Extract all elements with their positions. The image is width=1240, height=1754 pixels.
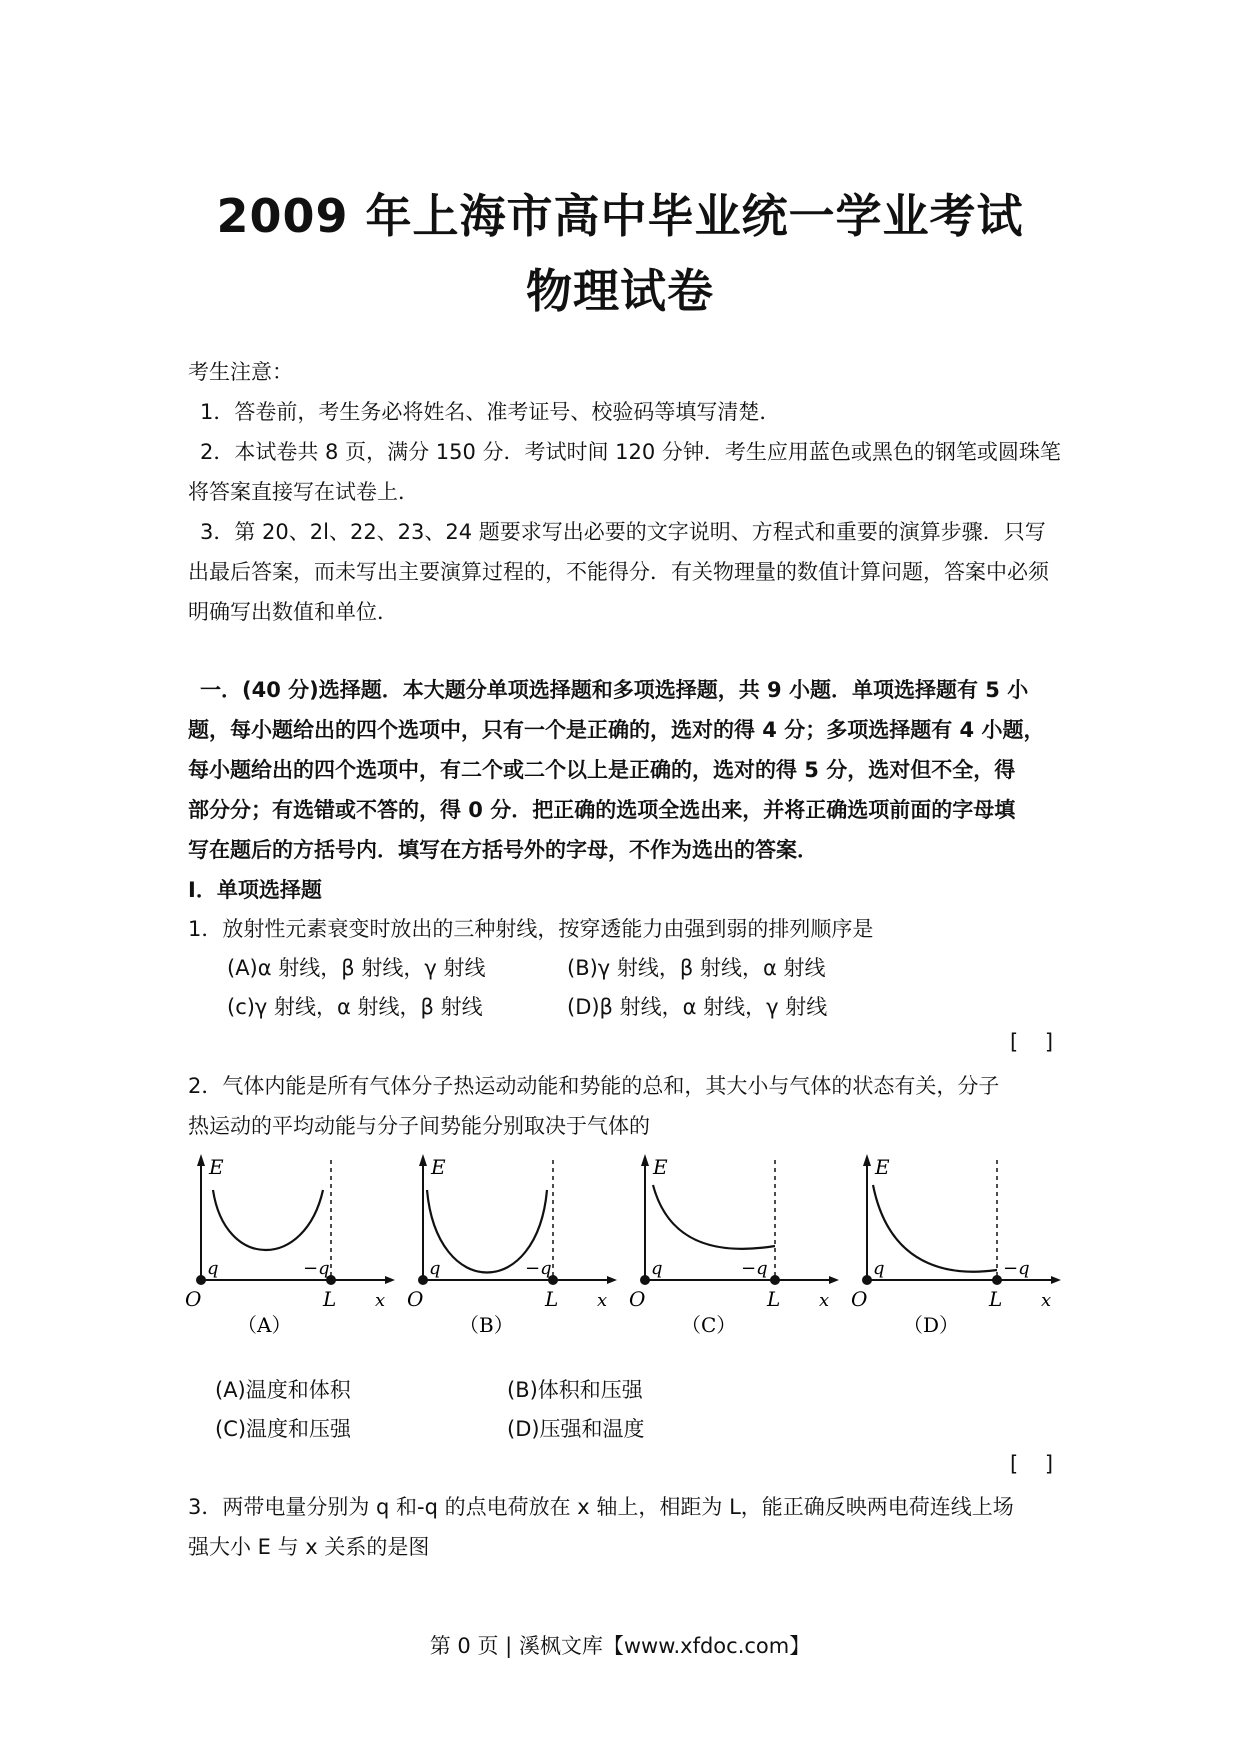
- q1-answer-bracket: [ ]: [1010, 1030, 1054, 1054]
- section-instructions-1: 一．(40 分)选择题．本大题分单项选择题和多项选择题，共 9 小题．单项选择题有 5 小: [200, 678, 1029, 702]
- q2-option-b: (B)体积和压强: [507, 1378, 643, 1402]
- graph-a-origin: O: [185, 1287, 202, 1311]
- graph-c-negq: −q: [741, 1258, 768, 1279]
- section-instructions-3: 每小题给出的四个选项中，有二个或二个以上是正确的，选对的得 5 分，选对但不全，得: [188, 758, 1016, 782]
- graph-c-xlabel: x: [819, 1290, 830, 1311]
- graph-d-L: L: [989, 1287, 1003, 1311]
- graph-c-origin: O: [629, 1287, 646, 1311]
- q1-option-b: (B)γ 射线，β 射线，α 射线: [567, 956, 826, 980]
- graph-a-q: q: [207, 1258, 219, 1279]
- graph-d-xlabel: x: [1041, 1290, 1052, 1311]
- q2-option-a: (A)温度和体积: [215, 1378, 351, 1402]
- section-instructions-4: 部分分；有选错或不答的，得 0 分．把正确的选项全选出来，并将正确选项前面的字母填: [188, 798, 1016, 822]
- graph-b-xlabel: x: [597, 1290, 608, 1311]
- graph-d-origin: O: [851, 1287, 868, 1311]
- graph-b-caption: （B）: [459, 1313, 514, 1337]
- graph-c: [629, 1154, 839, 1337]
- graph-b: [407, 1154, 617, 1337]
- graph-b-q: q: [429, 1258, 441, 1279]
- exam-subtitle: 物理试卷: [526, 264, 714, 318]
- graph-a-ylabel: E: [209, 1155, 224, 1179]
- notice-item-2: 2．本试卷共 8 页，满分 150 分．考试时间 120 分钟．考生应用蓝色或黑色的钢笔或圆珠笔: [200, 440, 1061, 464]
- graph-c-L: L: [767, 1287, 781, 1311]
- q2-answer-bracket: [ ]: [1010, 1452, 1054, 1476]
- graph-a-negq: −q: [303, 1258, 330, 1279]
- graph-d-ylabel: E: [875, 1155, 890, 1179]
- q2-option-d: (D)压强和温度: [507, 1417, 645, 1441]
- notice-heading: 考生注意：: [188, 360, 293, 384]
- q2-stem-2: 热运动的平均动能与分子间势能分别取决于气体的: [188, 1114, 650, 1138]
- graph-b-negq: −q: [525, 1258, 552, 1279]
- graph-c-ylabel: E: [653, 1155, 668, 1179]
- exam-title: 2009 年上海市高中毕业统一学业考试: [216, 189, 1024, 243]
- q3-stem-2: 强大小 E 与 x 关系的是图: [188, 1535, 430, 1559]
- graph-a-xlabel: x: [375, 1290, 386, 1311]
- q1-option-a: (A)α 射线，β 射线，γ 射线: [227, 956, 486, 980]
- section-instructions-5: 写在题后的方括号内．填写在方括号外的字母，不作为选出的答案．: [188, 838, 818, 862]
- subsection-heading: I．单项选择题: [188, 878, 322, 902]
- graph-c-q: q: [651, 1258, 663, 1279]
- graph-d: [851, 1154, 1061, 1337]
- graph-b-origin: O: [407, 1287, 424, 1311]
- graph-c-caption: （C）: [681, 1313, 737, 1337]
- q1-stem: 1．放射性元素衰变时放出的三种射线，按穿透能力由强到弱的排列顺序是: [188, 917, 874, 941]
- q1-option-c: (c)γ 射线，α 射线，β 射线: [227, 995, 483, 1019]
- notice-item-2-cont: 将答案直接写在试卷上．: [188, 480, 419, 504]
- notice-item-3: 3．第 20、2l、22、23、24 题要求写出必要的文字说明、方程式和重要的演算步骤．只写: [200, 520, 1046, 544]
- graph-b-L: L: [545, 1287, 559, 1311]
- q1-option-d: (D)β 射线，α 射线，γ 射线: [567, 995, 828, 1019]
- graph-b-ylabel: E: [431, 1155, 446, 1179]
- energy-graphs-figure: [185, 1150, 1085, 1350]
- section-instructions-2: 题，每小题给出的四个选项中，只有一个是正确的，选对的得 4 分；多项选择题有 4 小题，: [188, 718, 1045, 742]
- notice-item-3-cont1: 出最后答案，而未写出主要演算过程的，不能得分．有关物理量的数值计算问题，答案中必须: [188, 560, 1049, 584]
- graph-a-L: L: [323, 1287, 337, 1311]
- q2-stem-1: 2．气体内能是所有气体分子热运动动能和势能的总和，其大小与气体的状态有关，分子: [188, 1074, 1000, 1098]
- page-footer: 第 0 页 | 溪枫文库【www.xfdoc.com】: [429, 1634, 811, 1658]
- graph-d-negq: −q: [1003, 1258, 1030, 1279]
- q3-stem-1: 3．两带电量分别为 q 和-q 的点电荷放在 x 轴上，相距为 L，能正确反映两电荷连线上场: [188, 1495, 1014, 1519]
- graph-d-q: q: [873, 1258, 885, 1279]
- graph-a: [185, 1154, 395, 1337]
- graph-d-caption: （D）: [903, 1313, 960, 1337]
- graph-a-caption: （A）: [237, 1313, 292, 1337]
- q2-option-c: (C)温度和压强: [215, 1417, 352, 1441]
- notice-item-1: 1．答卷前，考生务必将姓名、准考证号、校验码等填写清楚．: [200, 400, 781, 424]
- notice-item-3-cont2: 明确写出数值和单位．: [188, 600, 398, 624]
